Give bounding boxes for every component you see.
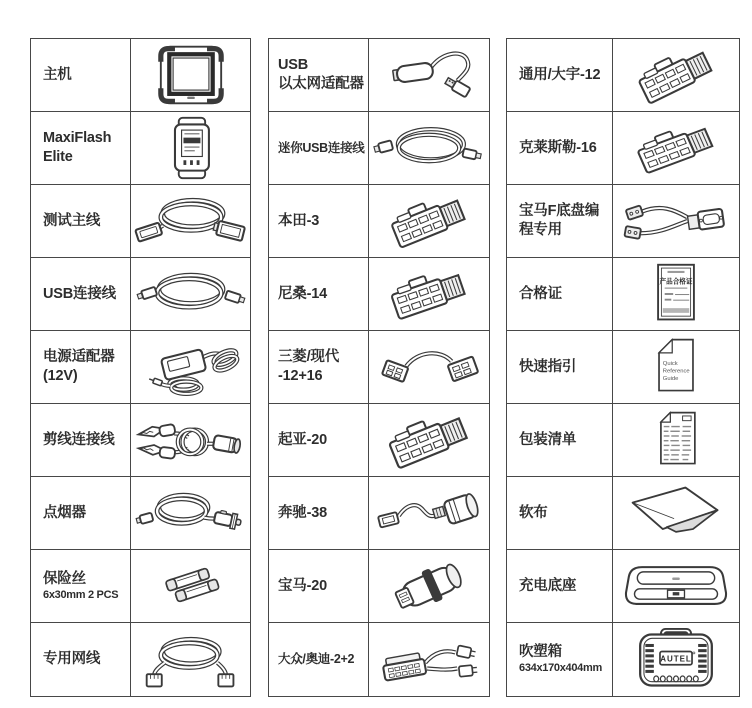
item-row [507, 404, 739, 477]
item-image-cell [131, 39, 250, 111]
item-label-cell [31, 477, 131, 549]
main-test-cable-image [133, 188, 249, 254]
item-label-cell [507, 404, 613, 476]
item-image-cell [369, 185, 489, 257]
item-label-line2: Elite [43, 149, 73, 165]
item-image-cell [369, 477, 489, 549]
item-row [269, 258, 489, 331]
gm-daewoo-12-adapter-image [614, 42, 738, 108]
mini-usb-cable-image [371, 115, 487, 181]
item-label-cell [269, 477, 369, 549]
item-label-cell [31, 39, 131, 111]
item-image-cell [613, 331, 739, 403]
item-row [269, 185, 489, 258]
kia-20-adapter-image [371, 407, 487, 473]
item-label: 充电底座 [519, 577, 577, 594]
item-label-cell [31, 623, 131, 696]
item-label-cell [31, 258, 131, 330]
item-label-cell [507, 258, 613, 330]
item-label-cell [507, 477, 613, 549]
quick-reference-guide-image [614, 334, 738, 400]
item-label: 本田-3 [278, 212, 320, 229]
item-label-line2: (12V) [43, 368, 78, 384]
item-row [269, 112, 489, 185]
item-label-cell [31, 331, 131, 403]
case-brand-text: AUTEL [660, 653, 692, 663]
item-label-cell [31, 185, 131, 257]
accessory-table-right [506, 38, 740, 697]
item-label-line2: 以太网适配器 [278, 76, 364, 92]
item-row [269, 477, 489, 550]
quick-guide-line1-text: Quick [662, 361, 678, 368]
item-image-cell [613, 477, 739, 549]
item-label-cell [269, 258, 369, 330]
item-row [31, 404, 250, 477]
item-row [507, 550, 739, 623]
item-label-line2: 程专用 [519, 222, 562, 238]
item-row [269, 623, 489, 696]
item-row [31, 623, 250, 696]
item-label: 吹塑箱 [519, 644, 562, 661]
item-label: 迷你USB连接线 [278, 140, 365, 155]
item-row [31, 331, 250, 404]
item-label: 克莱斯勒-16 [519, 139, 597, 156]
item-label: 保险丝 [43, 570, 86, 587]
item-label: 快速指引 [519, 358, 577, 375]
item-row [269, 39, 489, 112]
item-label: 专用网线 [43, 651, 101, 668]
item-row [31, 477, 250, 550]
item-image-cell [369, 550, 489, 622]
item-image-cell [131, 623, 250, 696]
item-image-cell [613, 404, 739, 476]
quick-guide-line3-text: Guide [662, 376, 679, 383]
item-label: 合格证 [519, 285, 562, 302]
item-label-line2: -12+16 [278, 368, 323, 384]
item-label-cell [507, 331, 613, 403]
item-label: 奔驰-38 [278, 504, 327, 521]
bmw-f-chassis-programming-cable-image [614, 188, 738, 254]
item-label-cell [269, 185, 369, 257]
battery-clip-cable-image [133, 407, 249, 473]
item-row [269, 404, 489, 477]
item-label: 包装清单 [519, 431, 577, 448]
item-label: 宝马-20 [278, 577, 327, 594]
item-label-cell [269, 623, 369, 696]
item-image-cell [613, 112, 739, 184]
item-row [31, 39, 250, 112]
item-label-cell [31, 404, 131, 476]
item-label: 宝马F底盘编 [519, 203, 600, 220]
item-image-cell [613, 39, 739, 111]
item-label: 大众/奥迪-2+2 [278, 652, 355, 667]
item-label: 主机 [43, 66, 72, 83]
item-row [31, 185, 250, 258]
item-label-cell [507, 623, 613, 696]
item-image-cell [131, 404, 250, 476]
quick-guide-line2-text: Reference [662, 368, 690, 375]
ethernet-cable-image [133, 627, 249, 693]
certificate-image [614, 261, 738, 327]
item-label: MaxiFlash [43, 130, 112, 147]
item-label: 通用/大宇-12 [519, 66, 601, 83]
usb-ethernet-adapter-image [371, 42, 487, 108]
item-label: 尼桑-14 [278, 285, 327, 302]
item-row [507, 112, 739, 185]
item-image-cell [613, 550, 739, 622]
item-label-cell [31, 550, 131, 622]
item-image-cell [131, 550, 250, 622]
item-label-cell [269, 331, 369, 403]
item-label-cell [269, 112, 369, 184]
maxiflash-elite-vci-image [133, 115, 249, 181]
nissan-14-adapter-image [371, 261, 487, 327]
item-image-cell [131, 112, 250, 184]
item-image-cell [369, 623, 489, 696]
chrysler-16-adapter-image [614, 115, 738, 181]
accessory-table-left [30, 38, 251, 697]
item-row [507, 331, 739, 404]
benz-38-adapter-image [371, 480, 487, 546]
cigarette-lighter-cable-image [133, 480, 249, 546]
power-adapter-12v-image [133, 334, 249, 400]
item-label: 测试主线 [43, 212, 101, 229]
item-image-cell [369, 258, 489, 330]
item-image-cell [131, 185, 250, 257]
item-label: 点烟器 [43, 504, 86, 521]
item-row [31, 550, 250, 623]
item-label: 起亚-20 [278, 431, 327, 448]
item-label-sub: 6x30mm 2 PCS [43, 588, 119, 601]
item-image-cell [613, 258, 739, 330]
item-image-cell [369, 39, 489, 111]
item-label: 电源适配器 [43, 349, 115, 366]
item-label-cell [269, 404, 369, 476]
packing-list-image [614, 407, 738, 473]
main-unit-tablet-image [133, 42, 249, 108]
item-label: USB [278, 57, 309, 74]
item-label-cell [269, 39, 369, 111]
item-label-cell [269, 550, 369, 622]
honda-3-adapter-image [371, 188, 487, 254]
item-image-cell [369, 112, 489, 184]
vw-audi-adapter-image [371, 627, 487, 693]
fuses-image [133, 553, 249, 619]
item-row [269, 331, 489, 404]
item-label: 软布 [519, 504, 548, 521]
item-row [507, 258, 739, 331]
item-row [507, 39, 739, 112]
charging-dock-image [614, 553, 738, 619]
item-label-cell [507, 185, 613, 257]
item-label-cell [507, 550, 613, 622]
bmw-20-adapter-image [371, 553, 487, 619]
item-image-cell [131, 258, 250, 330]
soft-cloth-image [614, 480, 738, 546]
mitsubishi-hyundai-adapter-image [371, 334, 487, 400]
accessory-table-middle [268, 38, 490, 697]
item-row [507, 477, 739, 550]
item-row [31, 258, 250, 331]
item-label-cell [507, 39, 613, 111]
item-row [269, 550, 489, 623]
item-image-cell [613, 185, 739, 257]
item-label-cell [507, 112, 613, 184]
blow-molded-case-image [614, 627, 738, 693]
item-row [31, 112, 250, 185]
item-label: USB连接线 [43, 285, 116, 302]
item-row [507, 185, 739, 258]
item-image-cell [131, 331, 250, 403]
item-label-sub: 634x170x404mm [519, 662, 602, 675]
usb-cable-image [133, 261, 249, 327]
certificate-title-text: 产品合格证 [659, 278, 693, 286]
item-row [507, 623, 739, 696]
item-label: 剪线连接线 [43, 431, 115, 448]
item-label-cell [31, 112, 131, 184]
item-image-cell [369, 331, 489, 403]
item-image-cell [131, 477, 250, 549]
item-label: 三菱/现代 [278, 349, 340, 366]
item-image-cell [613, 623, 739, 696]
item-image-cell [369, 404, 489, 476]
